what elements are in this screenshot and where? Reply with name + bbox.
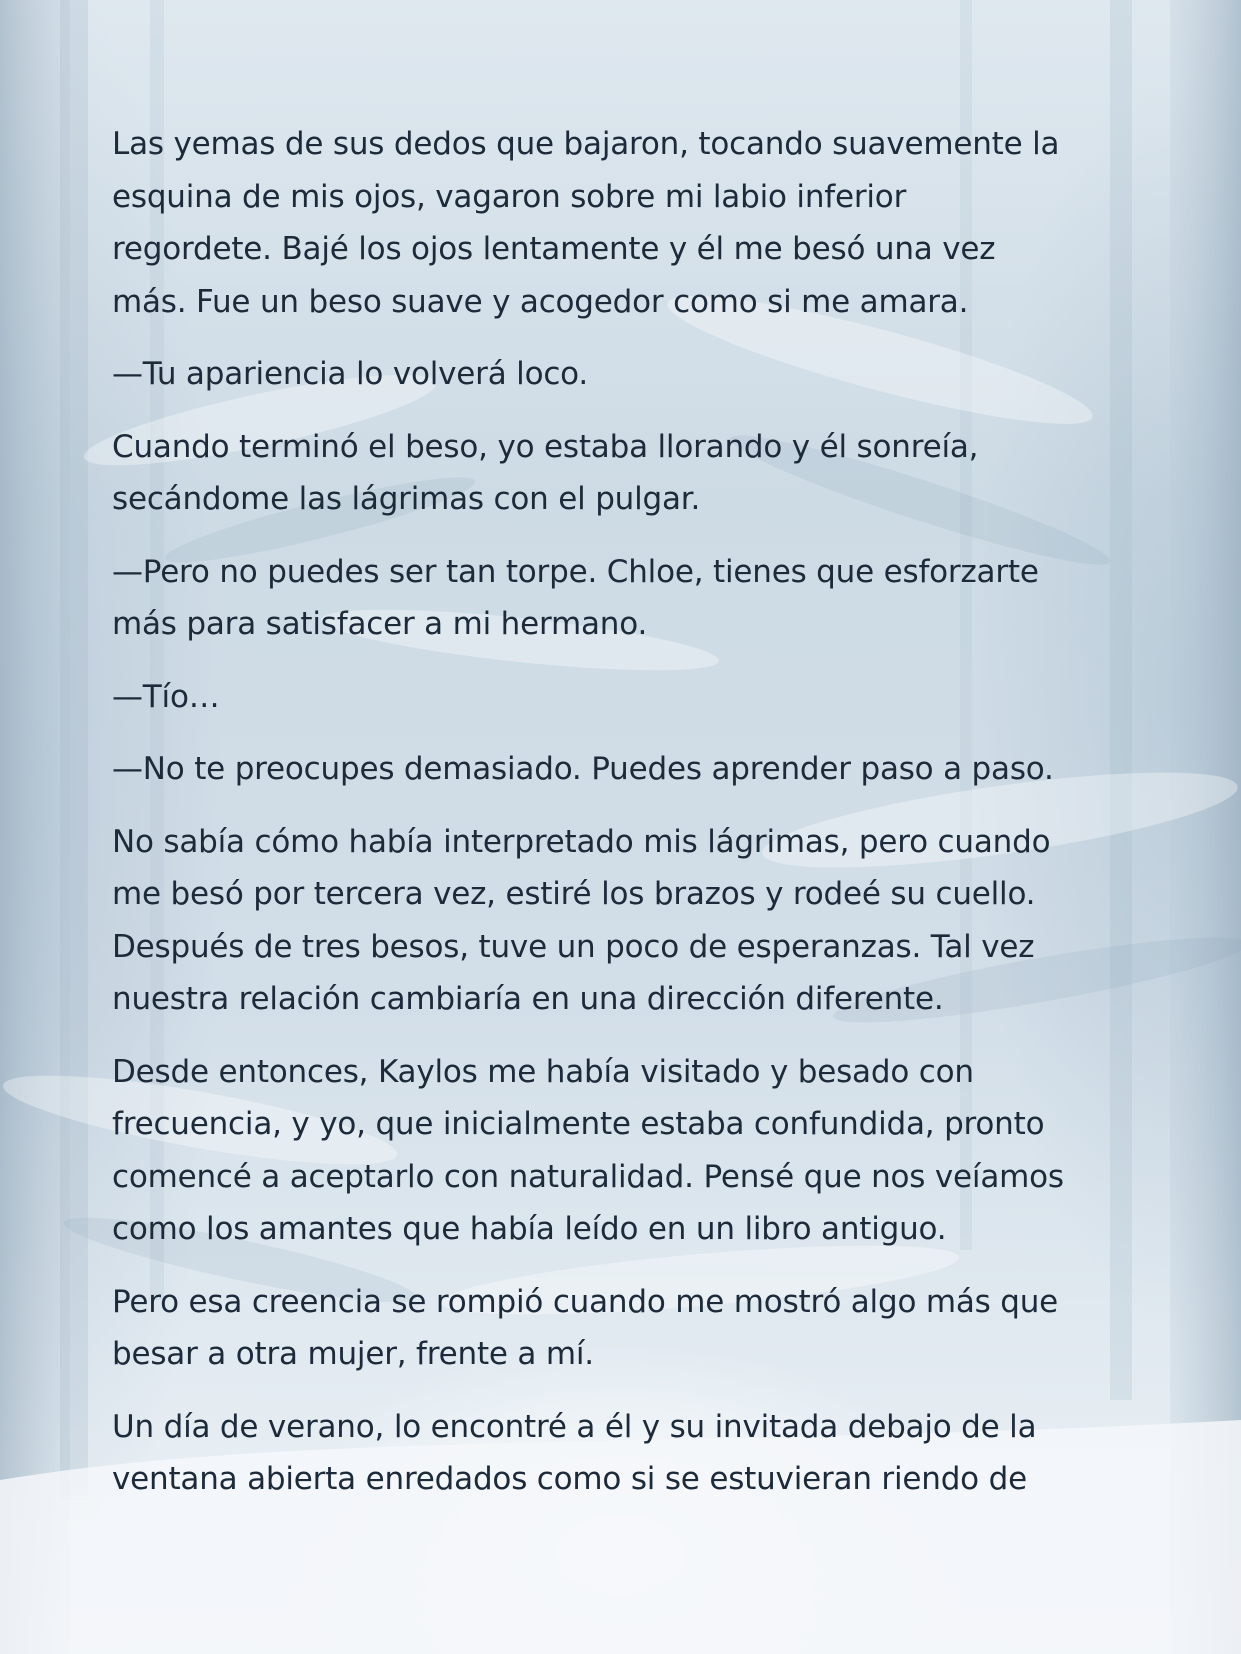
story-text [112,118,1112,1526]
paragraph-4: —Pero no puedes ser tan torpe. Chloe, tienes que esforzarte más para satisfacer a mi hermano. [112,553,1039,642]
paragraph-10: Un día de verano, lo encontré a él y su invitada debajo de la ventana abierta enredados como si se estuvieran riendo de [112,1408,1037,1497]
paragraph-8: Desde entonces, Kaylos me había visitado y besado con frecuencia, y yo, que inicialmente estaba confundida, pronto comencé a aceptarlo con naturalidad. Pensé que nos veíamos como los amantes que había leído en un libro antiguo. [112,1053,1064,1247]
paragraph-9: Pero esa creencia se rompió cuando me mostró algo más que besar a otra mujer, frente a mí. [112,1283,1059,1372]
paragraph-5: —Tío… [112,678,220,715]
paragraph-6: —No te preocupes demasiado. Puedes aprender paso a paso. [112,751,1054,787]
paragraph-1: Las yemas de sus dedos que bajaron, tocando suavemente la esquina de mis ojos, vagaron sobre mi labio inferior regordete. Bajé los ojos lentamente y él me besó una vez más. Fue un beso suave y acogedor como si me amara. [112,126,1060,320]
paragraph-7: No sabía cómo había interpretado mis lágrimas, pero cuando me besó por tercera vez, estiré los brazos y rodeé su cuello. Después de tres besos, tuve un poco de esperanzas. Tal vez nuestra relación cambiaría en una dirección diferente. [112,823,1051,1017]
paragraph-2: —Tu apariencia lo volverá loco. [112,356,589,392]
paragraph-3: Cuando terminó el beso, yo estaba llorando y él sonreía, secándome las lágrimas con el pulgar. [112,428,979,517]
